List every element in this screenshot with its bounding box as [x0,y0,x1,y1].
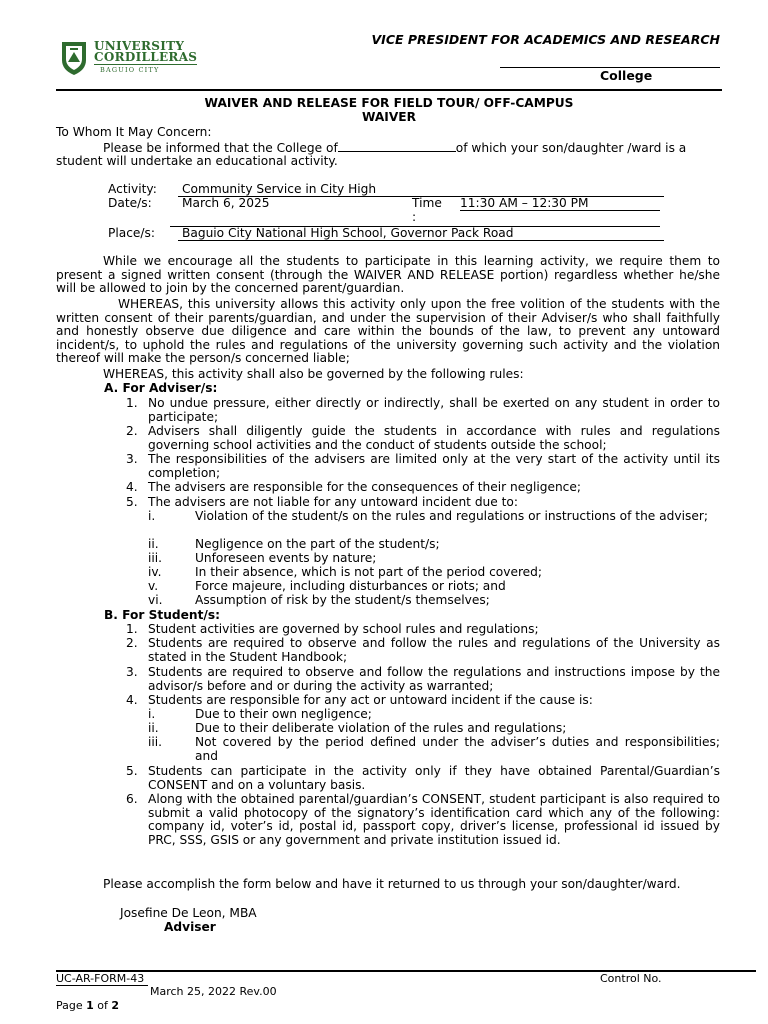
page-current: 1 [86,999,94,1012]
whereas-paragraph-1: WHEREAS, this university allows this activity only upon the free volition of the students with the written consent of their parents/guardian, and under the supervision of their Adviser/s who shall faithfully and honestly observe due diligence and care within the bounds of the law, to prevent any untoward incident/s, to uphold the rules and regulations of the university governing such activity and the violation thereof will make the person/s concerned liable; [56,297,720,366]
encourage-paragraph: While we encourage all the students to participate in this learning activity, we require them to present a signed written consent (through the WAIVER AND RELEASE portion) regardless whether he/she will be allowed to join by the concerned parent/guardian. [56,254,720,296]
activity-field[interactable]: Community Service in City High [178,183,664,197]
list-text: Along with the obtained parental/guardian’s CONSENT, student participant is also required to submit a valid photocopy of the signatory’s identification card which any of the following: company id, voter’s id, postal id, passport copy, driver’s license, professional id issued by PRC, SSS, GSIS or any government and private institution issued id. [148,792,720,847]
salutation: To Whom It May Concern: [56,125,212,139]
title-line2: WAIVER [361,109,416,124]
time-label: Time [412,196,442,210]
list-number: 6. [126,792,138,806]
list-number: 4. [126,480,138,494]
list-text: Student activities are governed by school rules and regulations; [148,622,539,636]
logo-wordmark-line2: CORDILLERAS [94,50,198,64]
control-number-label: Control No. [600,972,662,985]
list-number: 3. [126,452,138,466]
activity-row [108,183,660,197]
page-of: of [93,999,112,1012]
list-text: Violation of the student/s on the rules and regulations or instructions of the adviser; [195,509,708,523]
list-number: i. [148,509,156,523]
date-time-row [108,197,660,227]
list-number: ii. [148,537,159,551]
list-text: Due to their deliberate violation of the rules and regulations; [195,721,567,735]
document-title [56,97,722,124]
list-text: No undue pressure, either directly or indirectly, shall be exerted on any student in order to participate; [148,396,720,424]
intro-paragraph [56,126,720,169]
place-row [108,227,660,241]
university-logo [58,40,208,78]
intro-text-before: Please be informed that the College of [103,140,338,155]
list-text: Due to their own negligence; [195,707,372,721]
list-text: The responsibilities of the advisers are limited only at the very start of the activity until its completion; [148,452,720,480]
list-number: 4. [126,693,138,707]
time-field[interactable]: 11:30 AM – 12:30 PM [460,197,660,211]
list-text: Force majeure, including disturbances or riots; and [195,579,506,593]
intro-sentence [56,140,720,156]
list-text: Unforeseen events by nature; [195,551,377,565]
list-number: 3. [126,665,138,679]
time-colon: : [412,210,417,224]
closing-instruction: Please accomplish the form below and have it returned to us through your son/daughter/ward. [103,877,681,891]
place-field[interactable]: Baguio City National High School, Governor Pack Road [178,227,664,241]
adviser-name: Josefine De Leon, MBA [120,906,257,920]
page-prefix: Page [56,999,87,1012]
list-number: 1. [126,622,138,636]
revision-date: March 25, 2022 Rev.00 [150,985,277,998]
college-label: College [600,68,653,83]
list-text: Students are required to observe and follow the regulations and instructions impose by the advisor/s before and or during the activity as warranted; [148,665,720,693]
list-text: Students are responsible for any act or untoward incident if the cause is: [148,693,593,707]
intro-text-after: of which your son/daughter /ward is a [455,140,687,155]
adviser-title: Adviser [164,920,216,934]
list-number: 2. [126,424,138,438]
list-number: 5. [126,495,138,509]
office-heading: VICE PRESIDENT FOR ACADEMICS AND RESEARCH [371,32,720,47]
list-text: Advisers shall diligently guide the students in accordance with rules and regulations governing school activities and the conduct of students outside the school; [148,424,720,452]
place-label: Place/s: [108,226,155,240]
list-number: ii. [148,721,159,735]
date-field[interactable]: March 6, 2025 [182,196,270,210]
list-number: vi. [148,593,163,607]
section-a-heading: A. For Adviser/s: [104,381,218,395]
page-indicator [56,999,119,1013]
intro-line2: student will undertake an educational activity. [56,154,338,169]
whereas-paragraph-2: WHEREAS, this activity shall also be governed by the following rules: [103,367,524,381]
list-number: 2. [126,636,138,650]
logo-wordmark-line3: BAGUIO CITY [94,64,197,75]
title-line1: WAIVER AND RELEASE FOR FIELD TOUR/ OFF-CAMPUS [204,96,574,110]
list-text: In their absence, which is not part of the period covered; [195,565,543,579]
list-number: v. [148,579,159,593]
logo-wordmark-line1: UNIVERSITY [94,39,185,53]
list-number: iii. [148,551,163,565]
list-number: iii. [148,735,163,749]
date-label: Date/s: [108,196,152,210]
page-total: 2 [111,999,120,1012]
list-text: Students are required to observe and follow the rules and regulations of the University as stated in the Student Handbook; [148,636,720,664]
activity-label: Activity: [108,182,157,196]
form-code: UC-AR-FORM-43 [56,972,145,985]
list-text: Not covered by the period defined under the adviser’s duties and responsibilities; and [195,735,720,763]
list-text: The advisers are not liable for any untoward incident due to: [148,495,518,509]
list-text: The advisers are responsible for the consequences of their negligence; [148,480,581,494]
section-b-heading: B. For Student/s: [104,608,220,622]
college-name-blank[interactable] [338,140,456,152]
list-text: Negligence on the part of the student/s; [195,537,440,551]
footer-short-line [56,985,148,986]
header-divider [56,89,722,91]
list-number: i. [148,707,156,721]
list-number: iv. [148,565,162,579]
list-text: Assumption of risk by the student/s themselves; [195,593,490,607]
list-number: 5. [126,764,138,778]
university-seal-icon [58,40,90,76]
list-number: 1. [126,396,138,410]
list-text: Students can participate in the activity only if they have obtained Parental/Guardian’s CONSENT and on a voluntary basis. [148,764,720,792]
